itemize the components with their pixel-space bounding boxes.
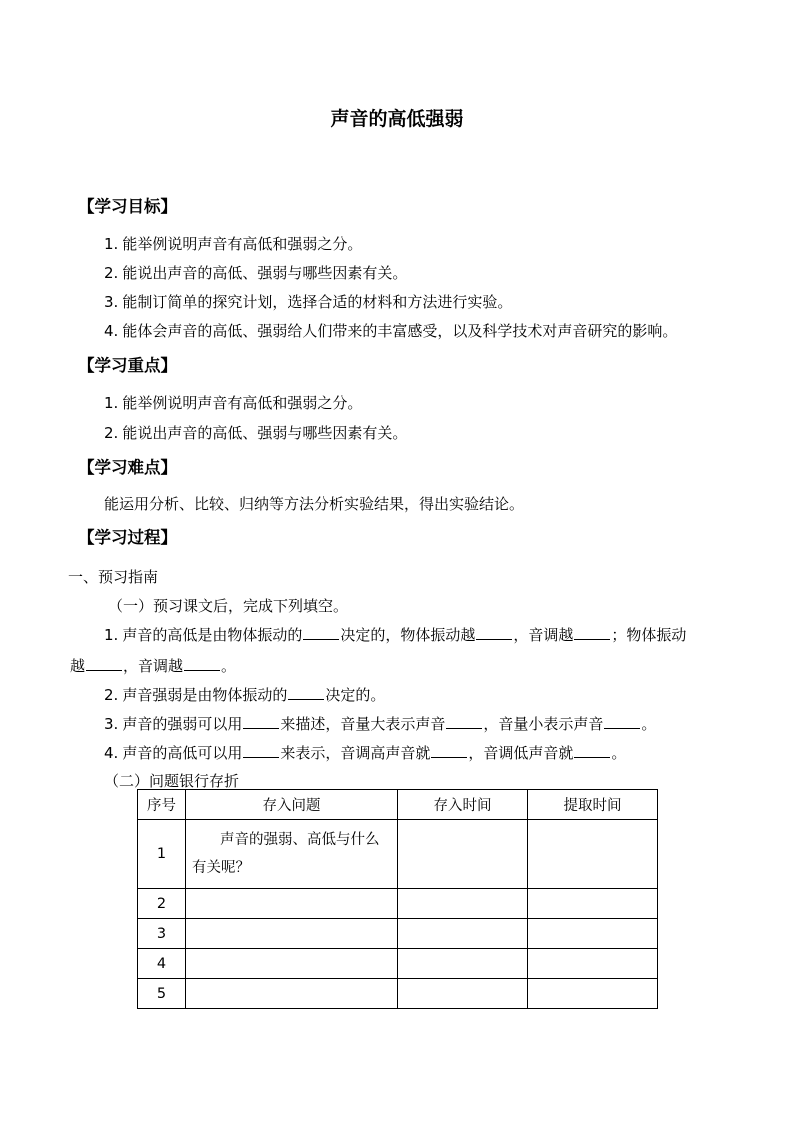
objective-item-3: 3. 能制订简单的探究计划，选择合适的材料和方法进行实验。 <box>104 293 513 311</box>
row-deposit-time[interactable] <box>398 919 528 949</box>
blank[interactable] <box>243 714 279 729</box>
difficulties-heading: 【学习难点】 <box>78 458 177 477</box>
blank[interactable] <box>243 743 279 758</box>
row-withdraw-time[interactable] <box>528 949 658 979</box>
row-question[interactable]: 声音的强弱、高低与什么有关呢？ <box>186 820 398 889</box>
row-number: 3 <box>138 919 186 949</box>
fill-question-2: 2. 声音强弱是由物体振动的 决定的。 <box>104 686 386 704</box>
part1-heading: 一、预习指南 <box>68 568 159 586</box>
blank[interactable] <box>446 714 482 729</box>
table-row <box>138 949 658 979</box>
header-question: 存入问题 <box>186 790 398 820</box>
process-heading: 【学习过程】 <box>78 528 177 547</box>
row-withdraw-time[interactable] <box>528 820 658 889</box>
table-row <box>138 820 658 889</box>
row-withdraw-time[interactable] <box>528 889 658 919</box>
row-question[interactable] <box>186 919 398 949</box>
row-question[interactable] <box>186 949 398 979</box>
row-number: 1 <box>138 820 186 889</box>
blank[interactable] <box>86 656 122 671</box>
objective-item-2: 2. 能说出声音的高低、强弱与哪些因素有关。 <box>104 264 408 282</box>
fill-question-3: 3. 声音的强弱可以用 来描述，音量大表示声音 ，音量小表示声音 。 <box>104 715 657 733</box>
row-question[interactable] <box>186 889 398 919</box>
objective-item-4: 4. 能体会声音的高低、强弱给人们带来的丰富感受，以及科学技术对声音研究的影响。 <box>104 322 678 340</box>
row-withdraw-time[interactable] <box>528 919 658 949</box>
sub2-heading: （二）问题银行存折 <box>104 772 240 790</box>
fill-question-1-cont: 越 ，音调越 。 <box>70 657 237 675</box>
fill-question-1: 1. 声音的高低是由物体振动的 决定的，物体振动越 ，音调越 ；物体振动 <box>104 626 687 644</box>
header-withdraw-time: 提取时间 <box>528 790 658 820</box>
header-number: 序号 <box>138 790 186 820</box>
difficulties-text: 能运用分析、比较、归纳等方法分析实验结果，得出实验结论。 <box>104 495 525 513</box>
table-header-row <box>138 790 658 820</box>
blank[interactable] <box>574 743 610 758</box>
question-bank-table <box>137 789 658 1009</box>
table-row <box>138 889 658 919</box>
blank[interactable] <box>288 685 324 700</box>
sub1-heading: （一）预习课文后，完成下列填空。 <box>108 597 349 615</box>
row-number: 5 <box>138 979 186 1009</box>
table-row <box>138 919 658 949</box>
row-question[interactable] <box>186 979 398 1009</box>
page-title: 声音的高低强弱 <box>330 108 464 130</box>
blank[interactable] <box>303 625 339 640</box>
blank[interactable] <box>431 743 467 758</box>
row-deposit-time[interactable] <box>398 949 528 979</box>
blank[interactable] <box>574 625 610 640</box>
objective-item-1: 1. 能举例说明声音有高低和强弱之分。 <box>104 235 363 253</box>
blank[interactable] <box>184 656 220 671</box>
key-point-item-2: 2. 能说出声音的高低、强弱与哪些因素有关。 <box>104 424 408 442</box>
fill-question-4: 4. 声音的高低可以用 来表示，音调高声音就 ，音调低声音就 。 <box>104 744 627 762</box>
blank[interactable] <box>476 625 512 640</box>
table-row <box>138 979 658 1009</box>
row-deposit-time[interactable] <box>398 889 528 919</box>
blank[interactable] <box>604 714 640 729</box>
key-point-item-1: 1. 能举例说明声音有高低和强弱之分。 <box>104 394 363 412</box>
row-deposit-time[interactable] <box>398 820 528 889</box>
row-deposit-time[interactable] <box>398 979 528 1009</box>
key-points-heading: 【学习重点】 <box>78 356 177 375</box>
row-withdraw-time[interactable] <box>528 979 658 1009</box>
row-number: 2 <box>138 889 186 919</box>
objectives-heading: 【学习目标】 <box>78 197 177 216</box>
row-number: 4 <box>138 949 186 979</box>
header-deposit-time: 存入时间 <box>398 790 528 820</box>
